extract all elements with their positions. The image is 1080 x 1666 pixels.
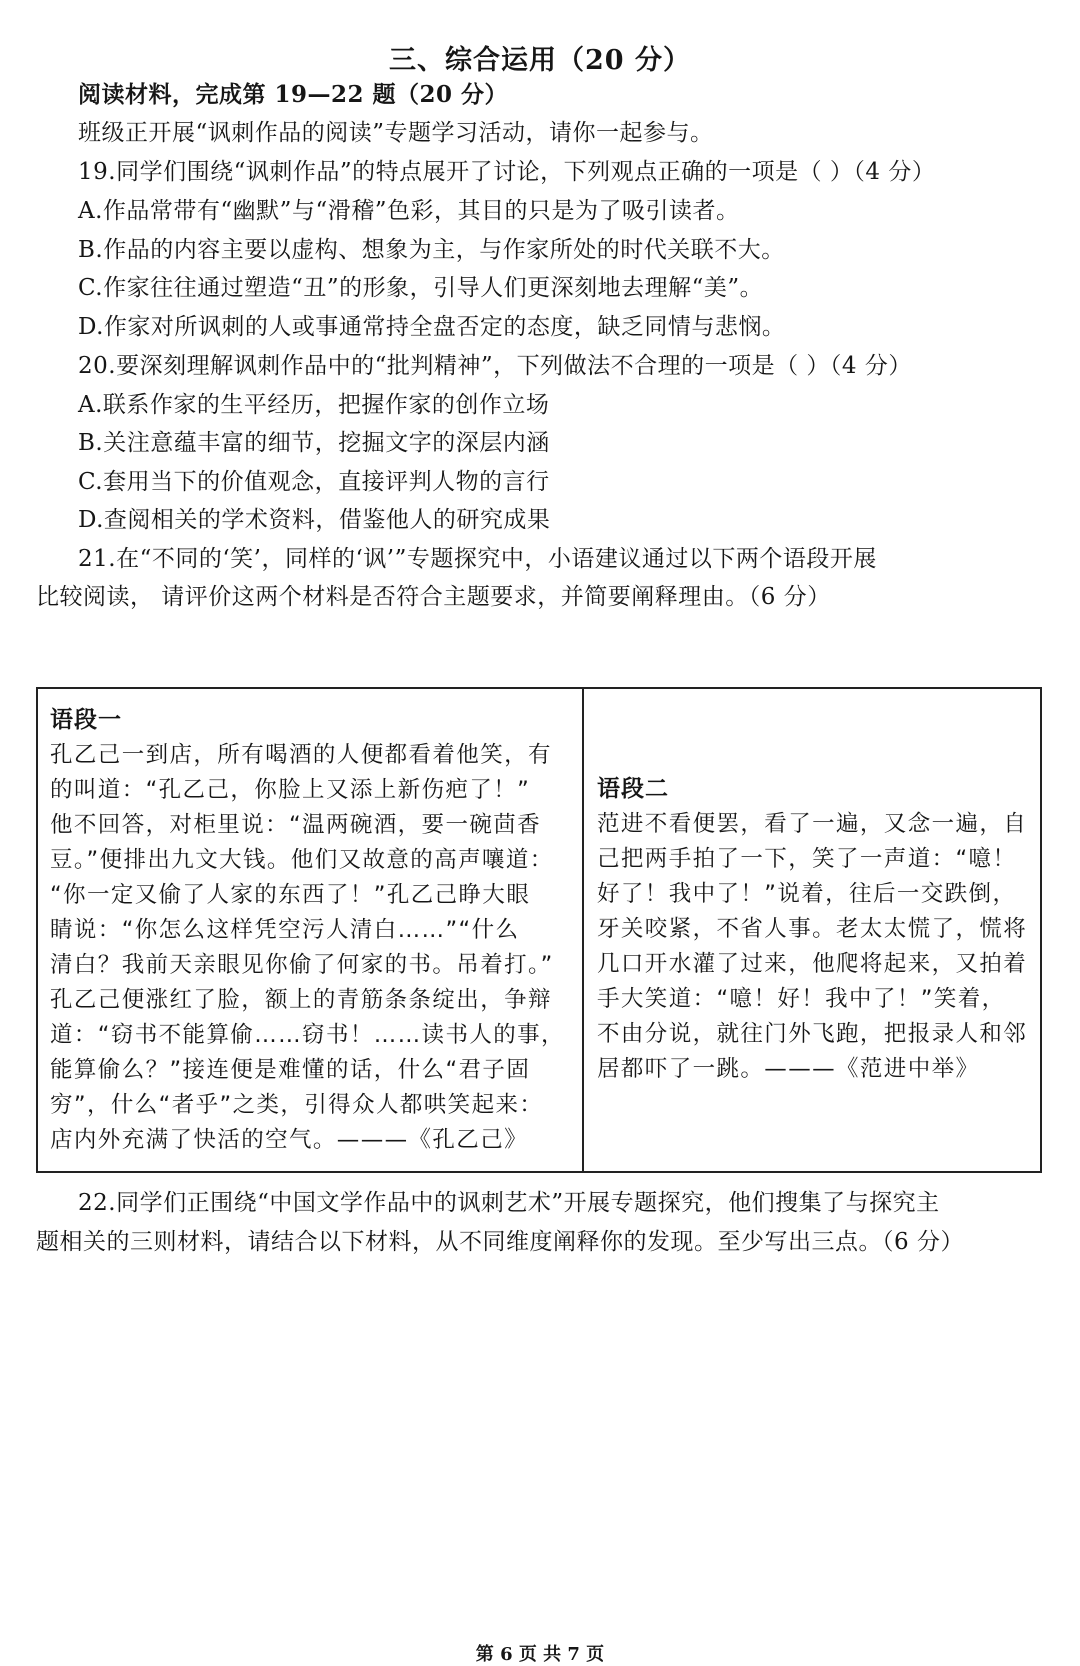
passage-1-line: 孔乙己便涨红了脸，额上的青筋条条绽出，争辩 <box>50 987 552 1013</box>
section-title: 三、综合运用（20 分） <box>389 45 691 76</box>
question-21-line-1: 21.在“不同的‘笑’，同样的‘讽’”专题探究中，小语建议通过以下两个语段开展 <box>78 546 877 572</box>
passage-1-line: 豆。”便排出九文大钱。他们又故意的高声嚷道： <box>50 847 554 873</box>
passage-2-line: 牙关咬紧，不省人事。老太太慌了，慌将 <box>597 916 1028 942</box>
passage-1-line: 穷”，什么“者乎”之类，引得众人都哄笑起来： <box>50 1092 544 1118</box>
passage-2-line: 好了！我中了！”说着，往后一交跌倒， <box>597 881 1017 907</box>
reading-instruction: 阅读材料，完成第 19—22 题（20 分） <box>78 81 509 108</box>
page-number: 第 6 页 共 7 页 <box>475 1644 605 1665</box>
question-20-stem: 20.要深刻理解讽刺作品中的“批判精神”，下列做法不合理的一项是（ ）（4 分） <box>78 353 912 379</box>
passage-2-line: 几口开水灌了过来，他爬将起来，又拍着 <box>597 951 1028 977</box>
passage-1-line: 睛说：“你怎么这样凭空污人清白……”“什么 <box>50 917 520 943</box>
question-19-stem: 19.同学们围绕“讽刺作品”的特点展开了讨论，下列观点正确的一项是（ ）（4 分） <box>78 159 936 185</box>
passage-1 <box>50 703 572 1158</box>
question-19-option-b: B.作品的内容主要以虚构、想象为主，与作家所处的时代关联不大。 <box>78 237 785 263</box>
question-19-option-c: C.作家往往通过塑造“丑”的形象，引导人们更深刻地去理解“美”。 <box>78 275 764 301</box>
passage-2-line: 不由分说，就往门外飞跑，把报录人和邻 <box>597 1021 1028 1047</box>
question-19-option-d: D.作家对所讽刺的人或事通常持全盘否定的态度，缺乏同情与悲悯。 <box>78 314 786 340</box>
question-20-option-c: C.套用当下的价值观念，直接评判人物的言行 <box>78 469 550 495</box>
passage-2-line: 己把两手拍了一下，笑了一声道：“噫！ <box>597 846 1017 872</box>
activity-context: 班级正开展“讽刺作品的阅读”专题学习活动，请你一起参与。 <box>78 120 714 146</box>
passage-2 <box>597 772 1027 1087</box>
passage-1-line: 店内外充满了快活的空气。———《孔乙己》 <box>50 1127 529 1153</box>
question-21-line-2: 比较阅读， 请评价这两个材料是否符合主题要求，并简要阐释理由。（6 分） <box>36 584 831 610</box>
passage-2-line: 居都吓了一跳。———《范进中举》 <box>597 1056 980 1082</box>
passage-2-heading: 语段二 <box>597 776 669 802</box>
passage-2-line: 范进不看便罢，看了一遍，又念一遍，自 <box>597 811 1028 837</box>
passage-1-line: 他不回答，对柜里说：“温两碗酒，要一碗茴香 <box>50 812 542 838</box>
passage-2-line: 手大笑道：“噫！好！我中了！”笑着， <box>597 986 1006 1012</box>
passage-1-line: 孔乙己一到店，所有喝酒的人便都看着他笑，有 <box>50 742 552 768</box>
passage-1-line: “你一定又偷了人家的东西了！”孔乙己睁大眼 <box>50 882 531 908</box>
question-20-option-a: A.联系作家的生平经历，把握作家的创作立场 <box>78 392 550 418</box>
question-22-line-2: 题相关的三则材料，请结合以下材料，从不同维度阐释你的发现。至少写出三点。（6 分） <box>36 1229 964 1255</box>
passage-1-line: 道：“窃书不能算偷……窃书！……读书人的事， <box>50 1022 565 1048</box>
question-20-option-b: B.关注意蕴丰富的细节，挖掘文字的深层内涵 <box>78 430 550 456</box>
question-20-option-d: D.查阅相关的学术资料，借鉴他人的研究成果 <box>78 507 551 533</box>
passage-1-heading: 语段一 <box>50 707 122 733</box>
passage-1-line: 的叫道：“孔乙己，你脸上又添上新伤疤了！” <box>50 777 531 803</box>
question-22-line-1: 22.同学们正围绕“中国文学作品中的讽刺艺术”开展专题探究，他们搜集了与探究主 <box>78 1190 940 1216</box>
passage-1-line: 清白？我前天亲眼见你偷了何家的书。吊着打。” <box>50 952 554 978</box>
passage-1-line: 能算偷么？”接连便是难懂的话，什么“君子固 <box>50 1057 531 1083</box>
question-19-option-a: A.作品常带有“幽默”与“滑稽”色彩，其目的只是为了吸引读者。 <box>78 198 740 224</box>
table-divider <box>582 689 584 1171</box>
passage-comparison-table <box>36 687 1042 1173</box>
